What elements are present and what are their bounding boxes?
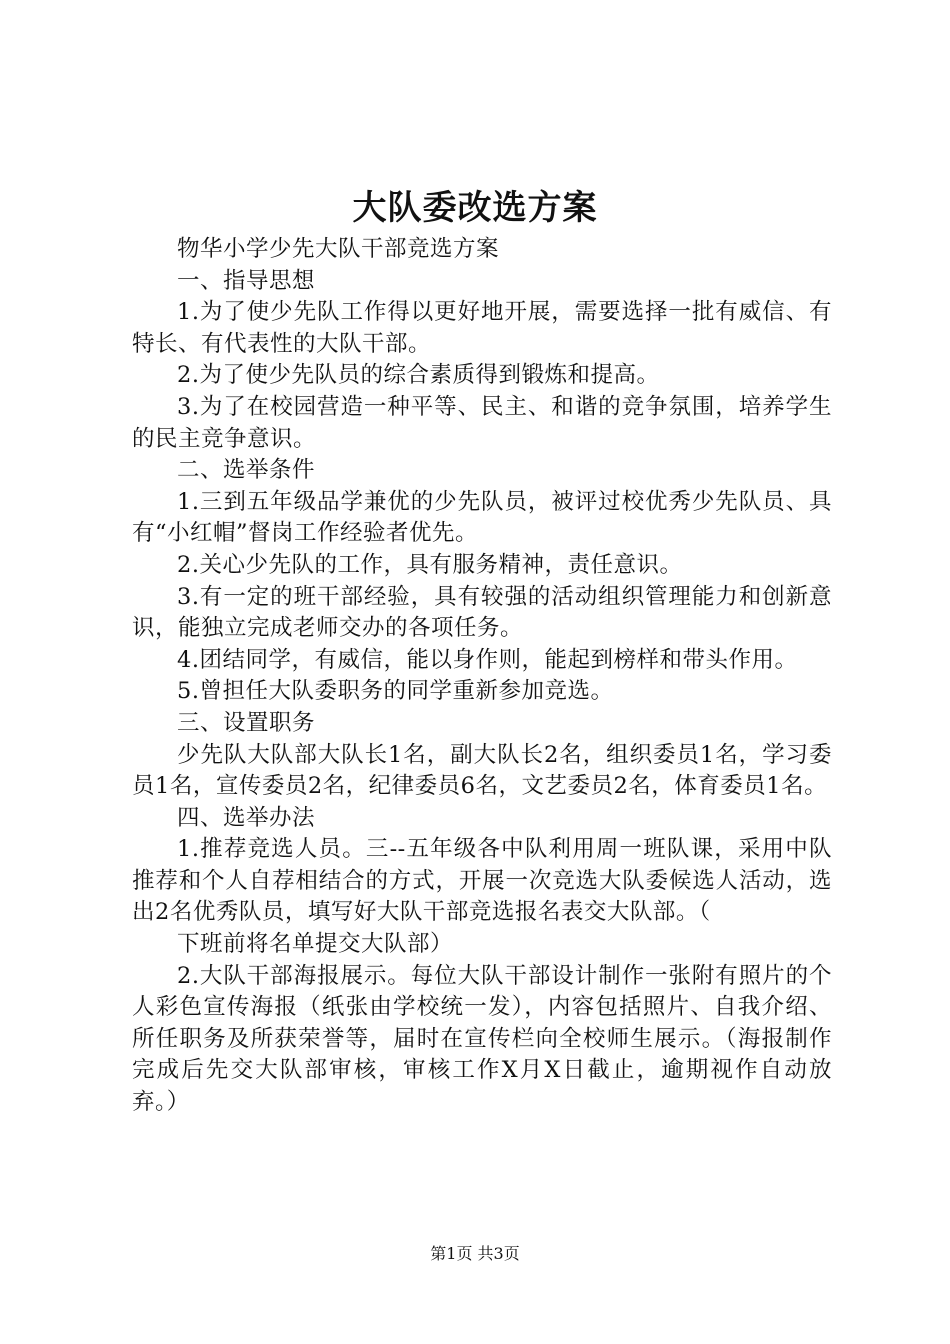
paragraph-guiding-1: 1.为了使少先队工作得以更好地开展，需要选择一批有威信、有特长、有代表性的大队干部。	[132, 299, 832, 357]
document-title: 大队委改选方案	[352, 188, 598, 228]
paragraph-condition-5: 5.曾担任大队委职务的同学重新参加竞选。	[177, 678, 614, 705]
paragraph-method-2: 2.大队干部海报展示。每位大队干部设计制作一张附有照片的个人彩色宣传海报（纸张由学校统一发），内容包括照片、自我介绍、所任职务及所获荣誉等，届时在宣传栏向全校师生展示。（海报制作完成后先交大队部审核，审核工作X月X日截止，逾期视作自动放弃。）	[132, 962, 832, 1116]
paragraph-guiding-2: 2.为了使少先队员的综合素质得到锻炼和提高。	[177, 362, 660, 389]
section-heading-guiding-idea: 一、指导思想	[177, 267, 316, 294]
paragraph-school-plan-title: 物华小学少先大队干部竞选方案	[177, 236, 500, 262]
page-number-footer: 第1页 共3页	[430, 1244, 520, 1263]
section-heading-election-conditions: 二、选举条件	[177, 457, 316, 484]
paragraph-method-1-continued: 下班前将名单提交大队部）	[177, 931, 454, 958]
paragraph-guiding-3: 3.为了在校园营造一种平等、民主、和谐的竞争氛围，培养学生的民主竞争意识。	[132, 393, 832, 452]
paragraph-positions: 少先队大队部大队长1名，副大队长2名，组织委员1名，学习委员1名，宣传委员2名，纪律委员6名，文艺委员2名，体育委员1名。	[132, 741, 832, 800]
paragraph-condition-1: 1.三到五年级品学兼优的少先队员，被评过校优秀少先队员、具有“小红帽”督岗工作经验者优先。	[132, 488, 832, 547]
document-body	[132, 234, 832, 1119]
section-heading-positions: 三、设置职务	[177, 709, 316, 736]
section-heading-election-method: 四、选举办法	[177, 804, 316, 831]
paragraph-condition-3: 3.有一定的班干部经验，具有较强的活动组织管理能力和创新意识，能独立完成老师交办的各项任务。	[132, 583, 832, 642]
paragraph-condition-2: 2.关心少先队的工作，具有服务精神，责任意识。	[177, 551, 683, 578]
paragraph-condition-4: 4.团结同学，有威信，能以身作则，能起到榜样和带头作用。	[177, 646, 798, 673]
paragraph-method-1: 1.推荐竞选人员。三--五年级各中队利用周一班队课，采用中队推荐和个人自荐相结合的方式，开展一次竞选大队委候选人活动，选出2名优秀队员，填写好大队干部竞选报名表交大队部。（	[132, 836, 832, 926]
